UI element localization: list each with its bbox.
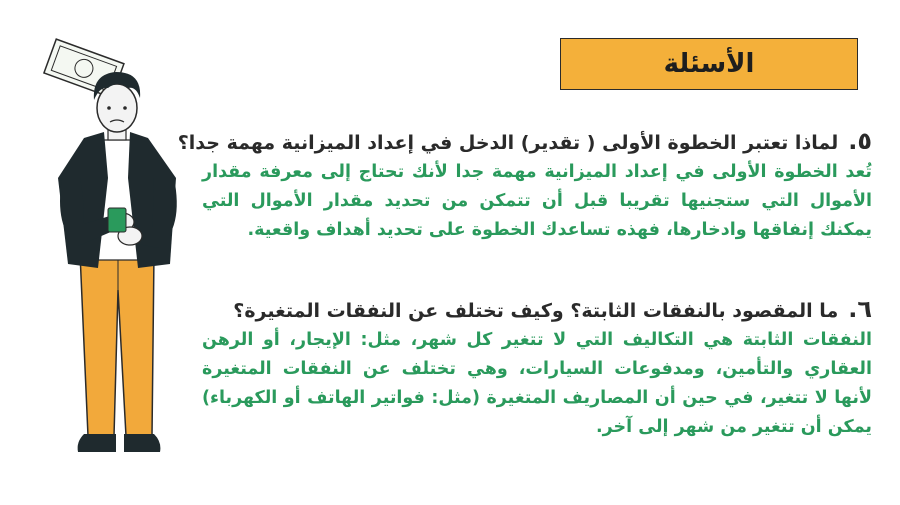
- slide-title: الأسئلة: [560, 38, 858, 90]
- question-number-5: ٥.: [848, 127, 872, 155]
- answer-6: النفقات الثابتة هي التكاليف التي لا تتغير كل شهر، مثل: الإيجار، أو الرهن العقاري والتأمين، ومدفوعات السيارات، وهي تختلف عن النفقات المتغيرة لأنها لا تتغير، في حين أن المصاريف المتغيرة (مثل: فواتير الهاتف أو الكهرباء) يمكن أن تتغير من شهر إلى آخر.: [202, 330, 872, 437]
- question-6: [202, 294, 872, 326]
- question-text-6: ما المقصود بالنفقات الثابتة؟ وكيف تختلف عن النفقات المتغيرة؟: [233, 300, 839, 322]
- question-block-5: [177, 126, 872, 245]
- answer-5: تُعد الخطوة الأولى في إعداد الميزانية مهمة جدا لأنك تحتاج إلى معرفة مقدار الأموال التي ستجنيها تقريبا قبل أن تتمكن من تحديد مقدار الأموال التي يمكنك إنفاقها وادخارها، فهذه تساعدك الخطوة على تحديد أهداف واقعية.: [202, 162, 872, 240]
- question-block-6: [202, 294, 872, 442]
- question-5: [177, 126, 872, 158]
- worried-man-with-money-illustration: [28, 28, 198, 478]
- question-number-6: ٦.: [848, 295, 872, 323]
- question-text-5: لماذا تعتبر الخطوة الأولى ( تقدير) الدخل في إعداد الميزانية مهمة جدا؟: [177, 132, 839, 154]
